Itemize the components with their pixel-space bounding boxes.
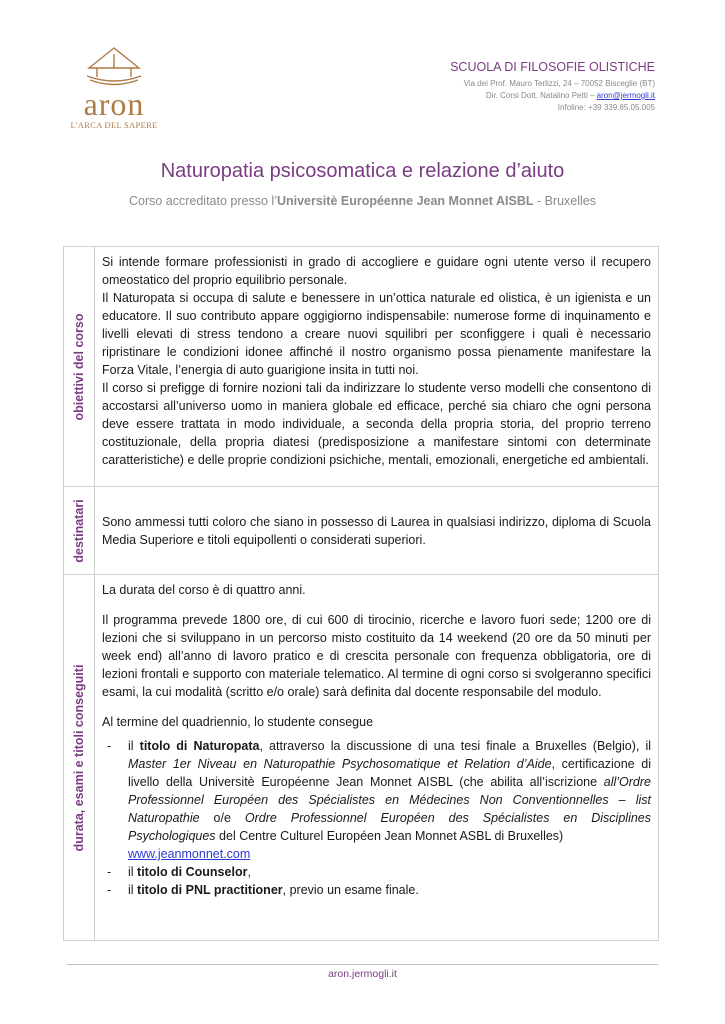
directors-text: Dir. Corsi Dott. Natalino Petti – [485,91,597,100]
paragraph: Il programma prevede 1800 ore, di cui 600 di tirocinio, ricerche e lavoro fuori sede; 1200 ore di lezioni che si sviluppano in un percorso misto costituito da 14 weekend (20 ore da 50 minuti per week end) all’anno di lavoro pratico e di crescita personale con frequenza obbligatoria, ore di lezioni frontali e supporto con materiale telematico. Al termine di ogni corso si svolgeranno specifici esami, la cui modalità (scritto e/o orale) sarà definita dal docente responsabile del modulo. [102,613,651,699]
footer-url[interactable]: aron.jermogli.it [328,968,397,980]
page-subtitle [0,194,725,208]
titles-list [102,737,651,899]
section-objectives [64,247,659,487]
infoline: Infoline: +39 339.85.05.005 [557,103,655,112]
section-duration [64,575,659,941]
directors-line [450,90,655,102]
course-table [63,246,659,941]
paragraph: Il Naturopata si occupa di salute e benessere in un’ottica naturale ed olistica, è un igienista e un educatore. Il suo contributo appare oggigiorno indispensabile: numerose forme di inquinamento e livelli elevati di stress tendono a creare nuovi squilibri per sconfiggere i quali è necessario ripristinare le condizioni idonee affinché il nostro organismo possa pienamente manifestare la Forza Vitale, l’energia di auto guarigione insita in tutti noi. [102,291,651,377]
subtitle-university: Universitè Européenne Jean Monnet AISBL [276,194,534,208]
list-item: - il titolo di PNL practitioner, previo un esame finale. [107,883,419,897]
section-recipients [64,487,659,575]
footer-divider [67,964,658,965]
paragraph: Si intende formare professionisti in grado di accogliere e guidare ogni utente verso il recupero omeostatico del proprio equilibrio personale. [102,255,651,287]
school-header [450,60,655,114]
section-label: destinatari [72,498,86,563]
section-body [95,247,659,487]
ark-icon [83,46,145,90]
page-title: Naturopatia psicosomatica e relazione d’aiuto [160,160,565,182]
paragraph: Sono ammessi tutti coloro che siano in possesso di Laurea in qualsiasi indirizzo, diploma di Scuola Media Superiore e titoli equipollenti o considerati superiori. [102,514,651,547]
section-label: obiettivi del corso [72,313,86,420]
section-label-cell [64,575,95,941]
paragraph: Il corso si prefigge di fornire nozioni tali da indirizzare lo studente verso modelli che consentono di accostarsi all’universo uomo in maniera globale ed efficace, perché sia chiaro che ogni persona deve essere trattata in modo individuale, a seconda della propria storia, del proprio terreno costituzionale, della propria diatesi (predisposizione a manifestare sintomi con determinate caratteristiche) e delle proprie condizioni psichiche, mentali, emozionali, energetiche ed ambientali. [102,381,651,467]
paragraph: La durata del corso è di quattro anni. [102,583,306,597]
list-dash: - [107,865,112,879]
school-name: SCUOLA DI FILOSOFIE OLISTICHE [450,60,655,74]
subtitle-prefix: Corso accreditato presso l’ [128,194,277,208]
email-link[interactable]: aron@jermogli.it [596,91,655,100]
list-dash: - [107,739,112,753]
section-label: durata, esami e titoli conseguiti [72,664,86,851]
list-dash: - [107,883,112,897]
section-label-cell [64,247,95,487]
logo-name: aron [83,86,145,122]
list-item: - il titolo di Counselor, [107,865,251,879]
logo-tagline: L'ARCA DEL SAPERE [70,120,158,130]
paragraph: Al termine del quadriennio, lo studente consegue [102,715,374,729]
address: Via dei Prof. Mauro Terlizzi, 24 – 70052 Bisceglie (BT) [463,79,655,88]
logo [66,46,162,130]
list-item: - il titolo di Naturopata, attraverso la discussione di una tesi finale a Bruxelles (Belgio), il Master 1er Niveau en Naturopathie Psychosomatique et Relation d’Aide, certificazione di livello della Universitè Européenne Jean Monnet AISBL (che abilita all’iscrizione all’Ordre Professionnel Européen des Spécialistes en Médecines Non Conventionnelles – list Naturopathie o/e Ordre Professionnel Européen des Spécialistes en Disciplines Psychologiques del Centre Culturel Européen Jean Monnet ASBL di Bruxelles) www.jeanmonnet.com [107,739,651,861]
section-body [95,575,659,941]
section-body [95,487,659,575]
subtitle-suffix: - Bruxelles [533,194,597,208]
section-label-cell [64,487,95,575]
jeanmonnet-link[interactable]: www.jeanmonnet.com [128,847,251,861]
